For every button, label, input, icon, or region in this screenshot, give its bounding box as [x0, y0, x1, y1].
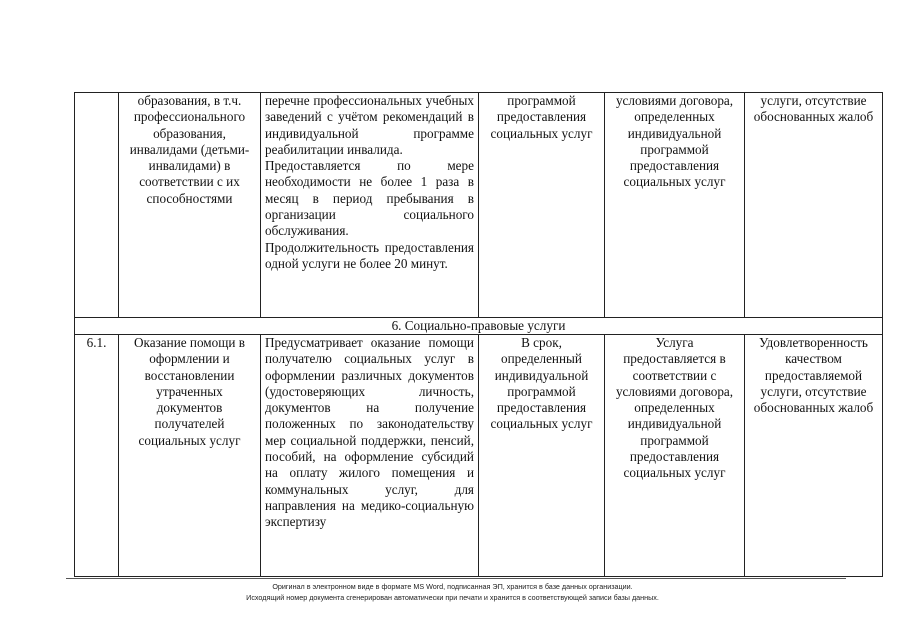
table-row: [75, 93, 883, 318]
description-paragraph: Продолжительность предоставления одной услуги не более 20 минут.: [265, 239, 474, 271]
cell-quality-indicators: услуги, отсутствие обоснованных жалоб: [745, 93, 883, 318]
cell-service-term: программой предоставления социальных услуг: [479, 93, 605, 318]
footer-note: Исходящий номер документа сгенерирован автоматически при печати и хранится в соответствующей записи базы данных.: [246, 593, 659, 602]
services-table: [74, 92, 883, 577]
description-paragraph: перечне профессиональных учебных заведений с учётом рекомендаций в индивидуальной программе реабилитации инвалида.: [265, 93, 474, 157]
cell-service-conditions: условиями договора, определенных индивидуальной программой предоставления социальных услуг: [605, 93, 745, 318]
cell-service-description: [261, 335, 479, 577]
section-title: 6. Социально-правовые услуги: [75, 318, 883, 335]
section-row: [75, 318, 883, 335]
footer-note: Оригинал в электронном виде в формате MS Word, подписанная ЭП, хранится в базе данных организации.: [272, 582, 633, 591]
table-row: [75, 335, 883, 577]
cell-quality-indicators: Удовлетворенность качеством предоставляемой услуги, отсутствие обоснованных жалоб: [745, 335, 883, 577]
description-paragraph: Предоставляется по мере необходимости не более 1 раза в месяц в период пребывания в организации социального обслуживания.: [265, 158, 474, 239]
footer-divider: [66, 578, 846, 579]
description-paragraph: Предусматривает оказание помощи получателю социальных услуг в оформлении различных документов (удостоверяющих личность, документов на получение положенных по законодательству мер социальной поддержки, пенсий, пособий, на оформление субсидий на оплату жилого помещения и коммунальных услуг, для направления на медико-социальную экспертизу: [265, 335, 474, 530]
cell-service-description: [261, 93, 479, 318]
cell-service-name: Оказание помощи в оформлении и восстановлении утраченных документов получателей социальных услуг: [119, 335, 261, 577]
cell-number: 6.1.: [75, 335, 119, 577]
cell-service-name: образования, в т.ч. профессионального образования, инвалидами (детьми-инвалидами) в соответствии с их способностями: [119, 93, 261, 318]
cell-service-conditions: Услуга предоставляется в соответствии с условиями договора, определенных индивидуальной программой предоставления социальных услуг: [605, 335, 745, 577]
cell-service-term: В срок, определенный индивидуальной программой предоставления социальных услуг: [479, 335, 605, 577]
cell-number: [75, 93, 119, 318]
